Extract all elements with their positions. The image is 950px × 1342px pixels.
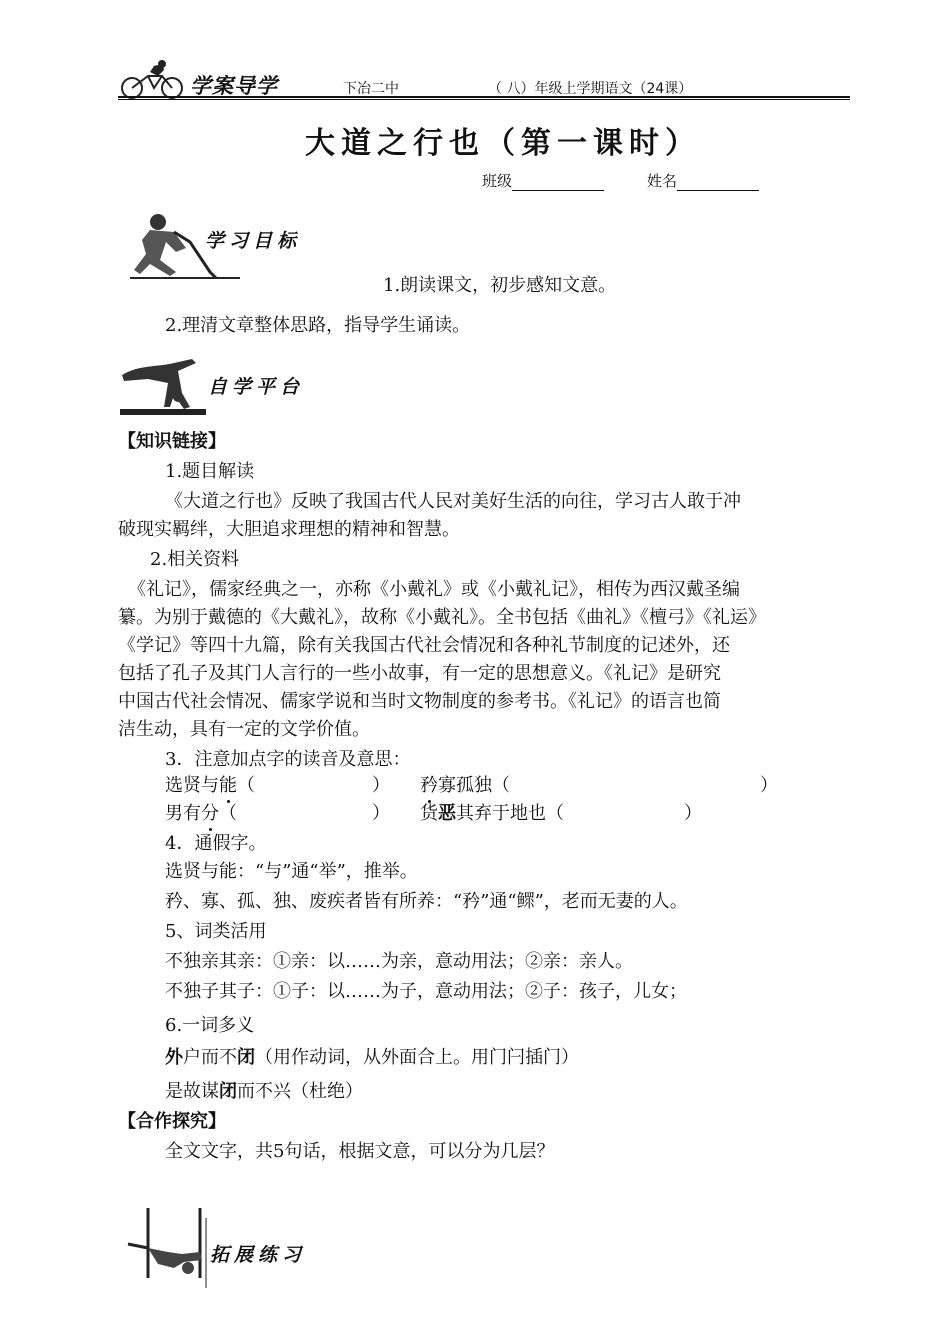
item2-line: 纂。为别于戴德的《大戴礼》，故称《小戴礼》。全书包括《曲礼》《檀弓》《礼运》 (118, 607, 766, 628)
gymnast-icon (118, 353, 208, 417)
school-name: 下冶二中 (343, 81, 399, 97)
section-self-study-title: 自学平台 (208, 376, 305, 398)
item4-line: 矜、寡、孤、独、废疾者皆有所养：“矜”通“鳏”，老而无妻的人。 (165, 891, 688, 912)
phrase-text: 其弃于地也（ (456, 803, 564, 824)
knowledge-heading: 【知识链接】 (118, 431, 226, 452)
answer-blank-close[interactable]: ） (760, 775, 778, 796)
item6-title: 6.一词多义 (165, 1015, 255, 1036)
pronunciation-row (165, 800, 237, 828)
bold-char: 闭 (237, 1047, 255, 1068)
cooperation-question: 全文文字，共5句话，根据文意，可以分为几层？ (165, 1141, 555, 1162)
item2-title: 2.相关资料 (150, 549, 240, 570)
item1-line: 破现实羁绊，大胆追求理想的精神和智慧。 (118, 519, 460, 540)
class-blank[interactable] (512, 174, 604, 191)
item2-line: 洁生动，具有一定的文学价值。 (118, 719, 370, 740)
name-field[interactable] (647, 170, 759, 191)
phrase-text: 是故谋 (165, 1081, 219, 1102)
brand-title: 学案导学 (190, 74, 278, 98)
cyclist-icon (118, 58, 188, 100)
answer-blank-close[interactable]: ） (372, 775, 390, 796)
name-label: 姓名 (647, 172, 678, 190)
phrase-text: 而不兴（杜绝） (237, 1081, 363, 1102)
dotted-char: 矜 (420, 775, 438, 796)
section-goals-title: 学习目标 (205, 230, 302, 252)
paren-open: （ (219, 803, 237, 824)
phrase-text: 选贤与 (165, 775, 219, 796)
goal-item: 2.理清文章整体思路，指导学生诵读。 (165, 315, 471, 336)
header-rule-thin (118, 99, 850, 100)
item6-line (165, 1044, 579, 1072)
bold-char: 恶 (438, 803, 456, 824)
item5-line: 不独亲其亲：①亲：以……为亲，意动用法；②亲：亲人。 (165, 951, 633, 972)
item1-title: 1.题目解读 (165, 461, 255, 482)
phrase-text: 货 (420, 803, 438, 824)
header-rule (118, 96, 850, 98)
item4-title: 4．通假字。 (165, 833, 267, 854)
phrase-text: 寡孤独（ (438, 775, 510, 796)
course-info: （ 八）年级上学期语文（24课） (488, 81, 693, 97)
bold-char: 闭 (219, 1081, 237, 1102)
dotted-char: 分 (201, 803, 219, 824)
cooperation-heading: 【合作探究】 (118, 1111, 226, 1132)
answer-blank-close[interactable]: ） (372, 803, 390, 824)
class-label: 班级 (482, 172, 513, 190)
phrase-text: （用作动词，从外面合上。用门闩插门） (255, 1047, 579, 1068)
phrase-text: 男有 (165, 803, 201, 824)
item6-line (165, 1078, 363, 1106)
pronunciation-row (165, 772, 255, 800)
page-title: 大道之行也（第一课时） (305, 126, 701, 161)
class-field[interactable] (482, 170, 604, 191)
phrase-text: 户而不 (183, 1047, 237, 1068)
pronunciation-row (420, 772, 510, 800)
answer-blank-close[interactable]: ） (684, 803, 702, 824)
item5-title: 5、词类活用 (165, 921, 267, 942)
pronunciation-row (420, 800, 564, 828)
section-practice-title: 拓展练习 (210, 1244, 307, 1266)
item1-line: 《大道之行也》反映了我国古代人民对美好生活的向往，学习古人敢于冲 (165, 491, 741, 512)
item2-line: 《学记》等四十九篇，除有关我国古代社会情况和各种礼节制度的记述外，还 (118, 635, 730, 656)
name-blank[interactable] (677, 174, 759, 191)
item2-line: 中国古代社会情况、儒家学说和当时文物制度的参考书。《礼记》的语言也简 (118, 691, 721, 712)
item2-line: 《礼记》，儒家经典之一，亦称《小戴礼》或《小戴礼记》，相传为西汉戴圣编 (128, 579, 740, 600)
item4-line: 选贤与能：“与”通“举”，推举。 (165, 861, 418, 882)
item3-title: 3．注意加点字的读音及意思： (165, 749, 411, 770)
item2-line: 包括了孔子及其门人言行的一些小故事，有一定的思想意义。《礼记》是研究 (118, 663, 721, 684)
item5-line: 不独子其子：①子：以……为子，意动用法；②子：孩子，儿女； (165, 981, 687, 1002)
goal-item: 1.朗读课文，初步感知文意。 (383, 275, 617, 296)
rings-gymnast-icon (118, 1208, 210, 1290)
bold-char: 外 (165, 1047, 183, 1068)
paren-open: （ (237, 775, 255, 796)
dotted-char: 能 (219, 775, 237, 796)
